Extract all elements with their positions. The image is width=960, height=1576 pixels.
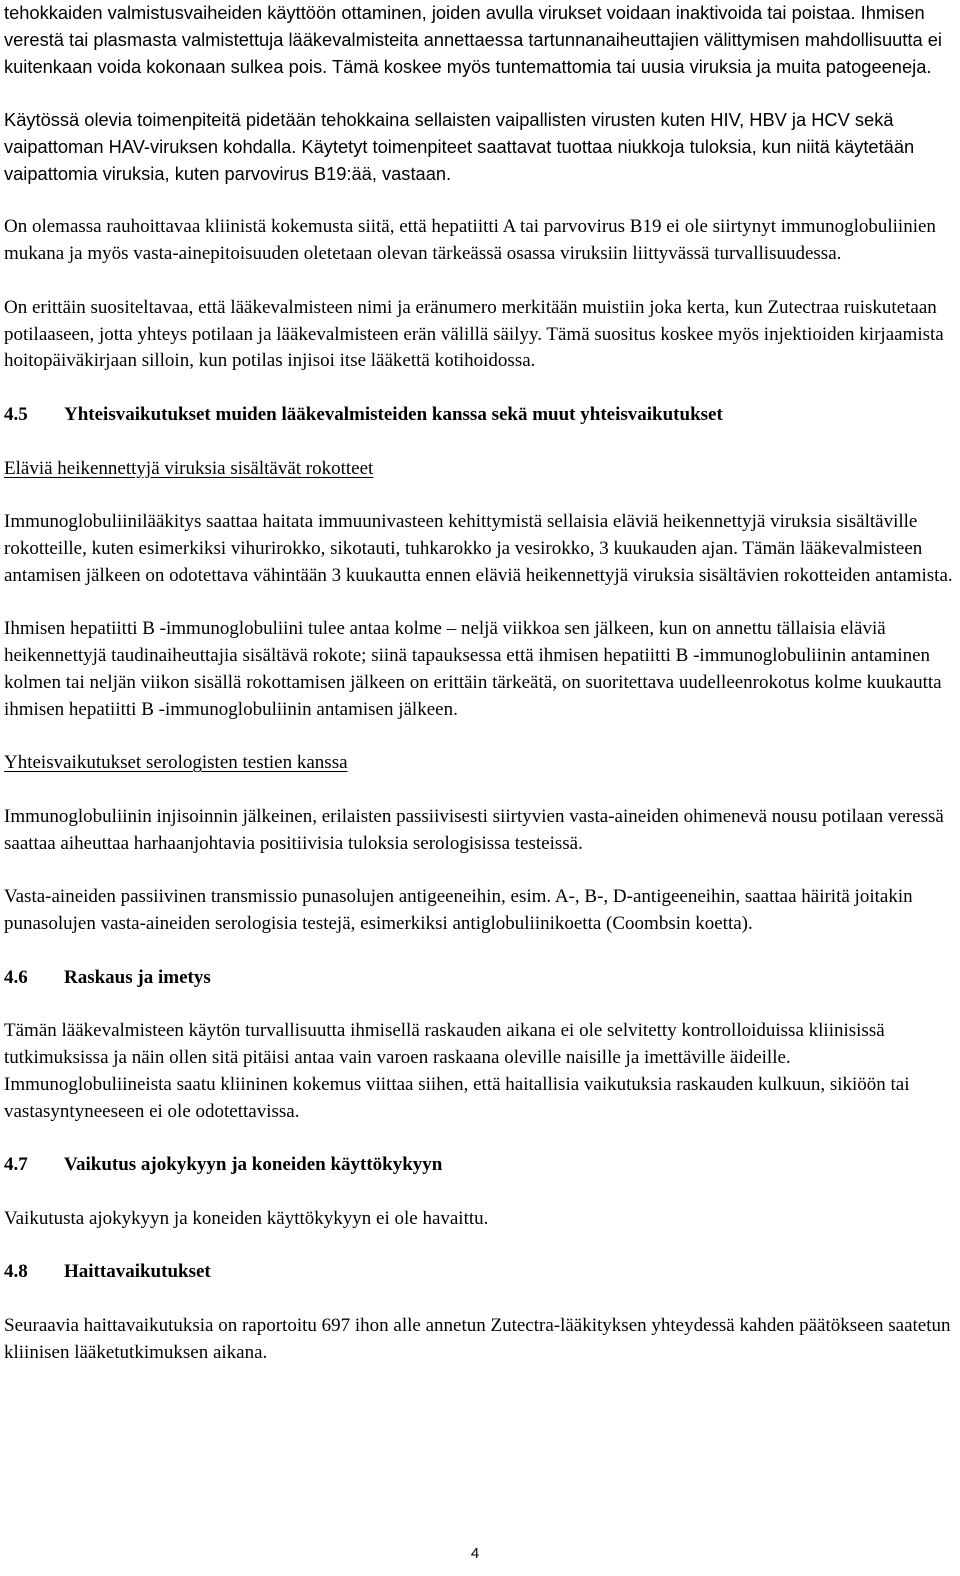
section-heading-4-6 [4, 965, 954, 992]
paragraph-virus-safety: tehokkaiden valmistusvaiheiden käyttöön ottaminen, joiden avulla virukset voidaan inaktivoida tai poistaa. Ihmisen verestä tai plasmasta valmistettuja lääkevalmisteita annettaessa tartunnanaiheuttajien välittymisen mahdollisuutta ei kuitenkaan voida kokonaan sulkea pois. Tämä koskee myös tuntemattomia tai uusia viruksia ja muita patogeeneja. [4, 2, 942, 77]
section-number: 4.5 [4, 403, 28, 425]
section-number: 4.6 [4, 966, 28, 988]
section-title: Yhteisvaikutukset muiden lääkevalmisteiden kanssa sekä muut yhteisvaikutukset [64, 403, 723, 425]
paragraph-live-vaccines: Immunoglobuliinilääkitys saattaa haitata immuunivasteen kehittymistä sellaisia eläviä heikennettyjä viruksia sisältäville rokotteille, kuten esimerkiksi vihurirokko, sikotauti, tuhkarokko ja vesirokko, 3 kuukauden ajan. Tämän lääkevalmisteen antamisen jälkeen on odotettava vähintään 3 kuukautta ennen eläviä heikennettyjä viruksia sisältävien rokotteiden antamista. [4, 511, 953, 586]
paragraph-batch-recording: On erittäin suositeltavaa, että lääkevalmisteen nimi ja eränumero merkitään muistiin joka kerta, kun Zutectraa ruiskutetaan potilaaseen, jotta yhteys potilaan ja lääkevalmisteen erän välillä säilyy. Tämä suositus koskee myös injektioiden kirjaamista hoitopäiväkirjaan silloin, kun potilas injisoi itse lääkettä kotihoidossa. [4, 296, 944, 372]
section-title: Vaikutus ajokykyyn ja koneiden käyttökykyyn [64, 1154, 443, 1176]
section-title: Raskaus ja imetys [64, 966, 211, 988]
paragraph-enveloped-viruses: Käytössä olevia toimenpiteitä pidetään tehokkaina sellaisten vaipallisten virusten kuten HIV, HBV ja HCV sekä vaipattoman HAV-viruksen kohdalla. Käytetyt toimenpiteet saattavat tuottaa niukkoja tuloksia, kun niitä käytetään vaipattomia viruksia, kuten parvovirus B19:ää, vastaan. [4, 109, 915, 184]
paragraph-pregnancy: Tämän lääkevalmisteen käytön turvallisuutta ihmisellä raskauden aikana ei ole selvitetty kontrolloiduissa kliinisissä tutkimuksissa ja näin ollen sitä pitäisi antaa vain varoen raskaana oleville naisille ja imettäville äideille. Immunoglobuliineista saatu kliininen kokemus viittaa siihen, että haitallisia vaikutuksia raskauden kulkuun, sikiöön tai vastasyntyneeseen ei ole odotettavissa. [4, 1020, 910, 1122]
subheading-live-vaccines: Eläviä heikennettyjä viruksia sisältävät rokotteet [4, 457, 374, 479]
paragraph-adverse-reactions: Seuraavia haittavaikutuksia on raportoitu 697 ihon alle annetun Zutectra-lääkityksen yhteydessä kahden päätökseen saatetun kliinisen lääketutkimuksen aikana. [4, 1315, 951, 1363]
section-title: Haittavaikutukset [64, 1261, 211, 1283]
paragraph-serology-antibodies: Immunoglobuliinin injisoinnin jälkeinen, erilaisten passiivisesti siirtyvien vasta-aineiden ohimenevä nousu potilaan veressä saattaa aiheuttaa harhaanjohtavia positiivisia tuloksia serologisissa testeissä. [4, 805, 944, 854]
paragraph-driving: Vaikutusta ajokykyyn ja koneiden käyttökykyyn ei ole havaittu. [4, 1207, 489, 1229]
section-heading-4-8 [4, 1259, 954, 1286]
section-number: 4.8 [4, 1261, 28, 1283]
paragraph-serology-coombs: Vasta-aineiden passiivinen transmissio punasolujen antigeeneihin, esim. A-, B-, D-antigeeneihin, saattaa häiritä joitakin punasolujen vasta-aineiden serologisia testejä, esimerkiksi antiglobuliinikoetta (Coombsin koetta). [4, 886, 913, 935]
subheading-serology: Yhteisvaikutukset serologisten testien kanssa [4, 752, 348, 774]
section-number: 4.7 [4, 1154, 28, 1176]
document-page [4, 0, 954, 1393]
paragraph-hepatitis-b-timing: Ihmisen hepatiitti B -immunoglobuliini tulee antaa kolme – neljä viikkoa sen jälkeen, kun on annettu tällaisia eläviä heikennettyjä taudinaiheuttajia sisältävä rokote; siinä tapauksessa että ihmisen hepatiitti B -immunoglobuliinin antaminen kolmen tai neljän viikon sisällä rokottamisen jälkeen on erittäin tärkeätä, on suoritettava uudelleenrokotus kolme kuukautta ihmisen hepatiitti B -immunoglobuliinin antamisen jälkeen. [4, 618, 942, 720]
section-heading-4-7 [4, 1152, 954, 1179]
paragraph-clinical-experience: On olemassa rauhoittavaa kliinistä kokemusta siitä, että hepatiitti A tai parvovirus B19 ei ole siirtynyt immunoglobuliinien mukana ja myös vasta-ainepitoisuuden oletetaan olevan tärkeässä osassa viruksiin liittyvässä turvallisuudessa. [4, 216, 936, 265]
section-heading-4-5 [4, 402, 954, 429]
page-number: 4 [470, 1545, 480, 1562]
